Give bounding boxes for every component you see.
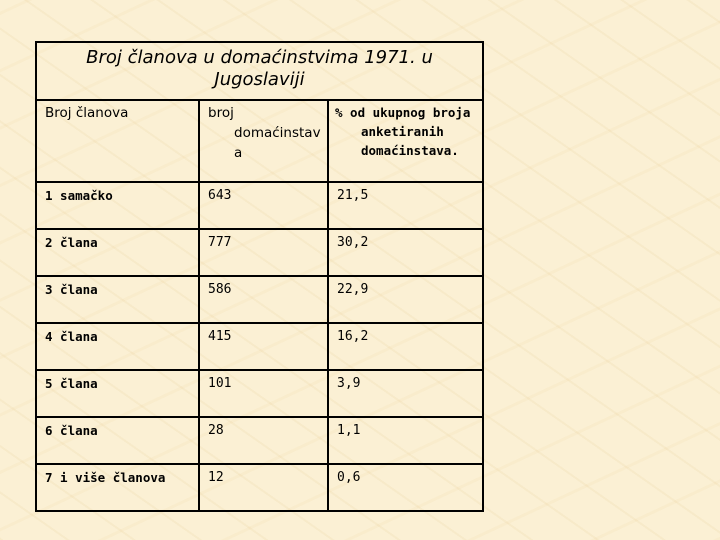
cell-members	[36, 417, 199, 464]
header-percent-line-2: anketiranih	[361, 124, 444, 139]
cell-households-text: 415	[208, 329, 232, 344]
header-households-line-3: a	[234, 145, 243, 161]
cell-percent-text: 1,1	[337, 423, 361, 438]
cell-households	[199, 229, 328, 276]
cell-members	[36, 182, 199, 229]
cell-households	[199, 276, 328, 323]
cell-members-text: 6 člana	[45, 423, 98, 438]
cell-households-text: 101	[208, 376, 232, 391]
table-row	[36, 464, 483, 511]
header-percent-line-3: domaćinstava.	[361, 143, 459, 158]
title-line-1: Broj članova u domaćinstvima 1971. u	[86, 47, 433, 68]
cell-percent	[328, 276, 483, 323]
title-row	[36, 42, 483, 100]
cell-percent	[328, 370, 483, 417]
table-title	[36, 42, 483, 100]
cell-percent-text: 30,2	[337, 235, 369, 250]
table-row	[36, 276, 483, 323]
cell-percent	[328, 182, 483, 229]
cell-households	[199, 464, 328, 511]
cell-households	[199, 182, 328, 229]
header-percent-line-1: % od ukupnog broja	[335, 105, 471, 120]
cell-percent-text: 0,6	[337, 470, 361, 485]
cell-households-text: 643	[208, 188, 232, 203]
cell-percent-text: 22,9	[337, 282, 369, 297]
table-row	[36, 229, 483, 276]
table-row	[36, 182, 483, 229]
cell-members	[36, 323, 199, 370]
cell-members-text: 5 člana	[45, 376, 98, 391]
cell-households	[199, 417, 328, 464]
cell-members-text: 7 i više članova	[45, 470, 166, 485]
cell-percent	[328, 323, 483, 370]
cell-percent-text: 21,5	[337, 188, 369, 203]
cell-households-text: 28	[208, 423, 224, 438]
cell-percent	[328, 229, 483, 276]
cell-members-text: 2 člana	[45, 235, 98, 250]
cell-percent-text: 3,9	[337, 376, 361, 391]
cell-members	[36, 229, 199, 276]
header-percent	[328, 100, 483, 182]
table-row	[36, 323, 483, 370]
cell-households-text: 777	[208, 235, 232, 250]
header-members	[36, 100, 199, 182]
table-row	[36, 417, 483, 464]
cell-percent	[328, 464, 483, 511]
cell-members-text: 3 člana	[45, 282, 98, 297]
cell-households	[199, 370, 328, 417]
cell-members	[36, 276, 199, 323]
header-households-line-2: domaćinstav	[234, 125, 321, 141]
cell-members	[36, 370, 199, 417]
cell-households-text: 12	[208, 470, 224, 485]
cell-percent	[328, 417, 483, 464]
cell-households-text: 586	[208, 282, 232, 297]
table-row	[36, 370, 483, 417]
header-households	[199, 100, 328, 182]
cell-members	[36, 464, 199, 511]
households-table	[35, 41, 484, 512]
header-row	[36, 100, 483, 182]
cell-members-text: 4 člana	[45, 329, 98, 344]
cell-percent-text: 16,2	[337, 329, 369, 344]
title-line-2: Jugoslaviji	[214, 69, 305, 90]
header-members-label: Broj članova	[45, 105, 129, 121]
cell-members-text: 1 samačko	[45, 188, 113, 203]
cell-households	[199, 323, 328, 370]
header-households-line-1: broj	[208, 105, 234, 121]
